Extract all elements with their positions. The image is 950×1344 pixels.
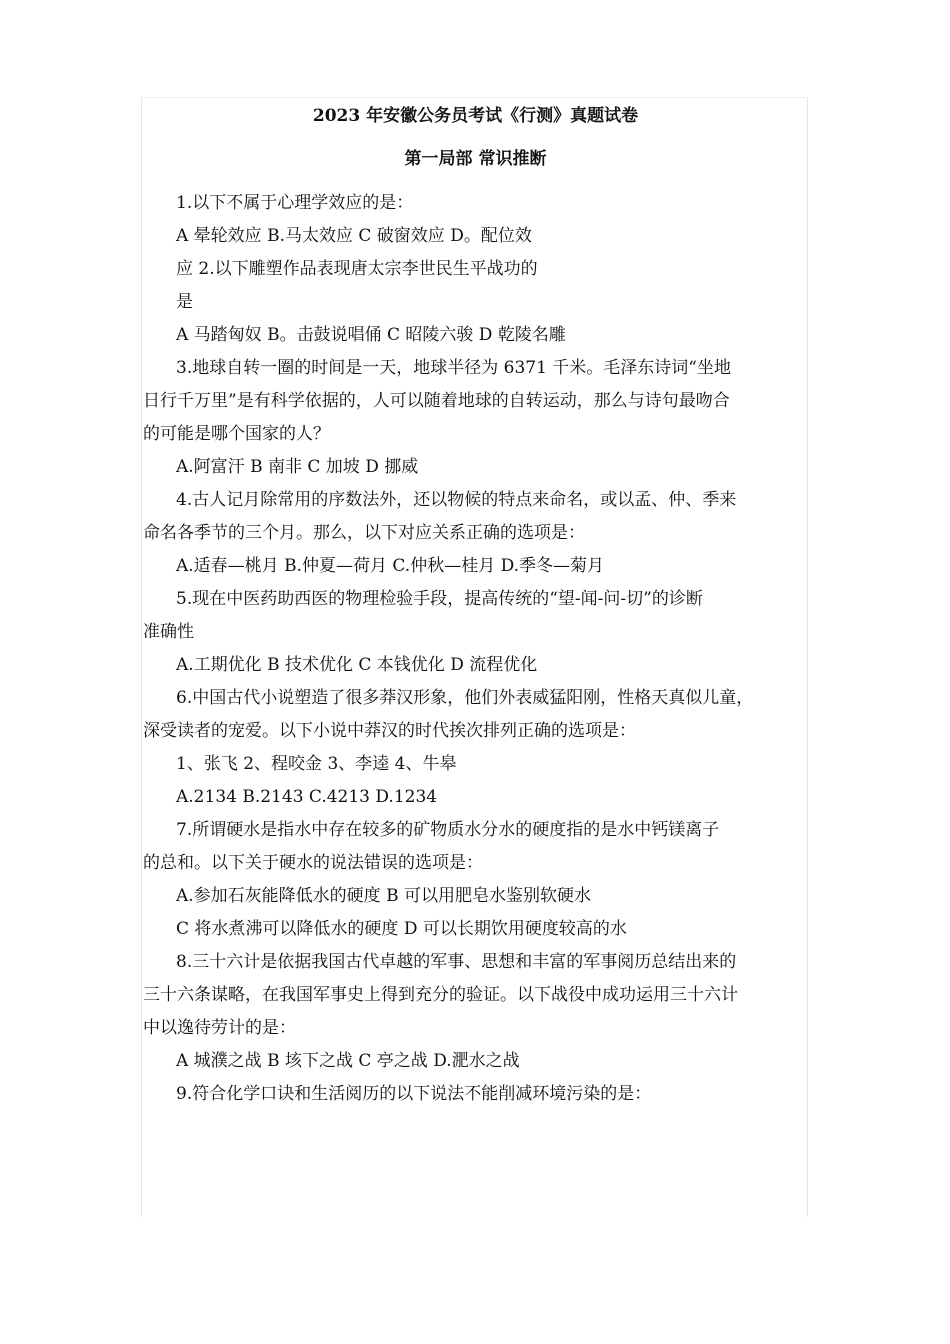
text-line: 8.三十六计是依据我国古代卓越的军事、思想和丰富的军事阅历总结出来的 [176, 952, 737, 972]
text-line: 5.现在中医药助西医的物理检验手段，提高传统的“望-闻-问-切”的诊断 [176, 589, 703, 609]
text-line: 准确性 [143, 622, 194, 642]
text-line: A 晕轮效应 B.马太效应 C 破窗效应 D。配位效 [176, 226, 532, 246]
text-line: 9.符合化学口诀和生活阅历的以下说法不能削减环境污染的是： [176, 1084, 652, 1104]
text-line: 1.以下不属于心理学效应的是： [176, 193, 414, 213]
question-lines [143, 187, 823, 1111]
text-line: A.阿富汗 B 南非 C 加坡 D 挪威 [176, 457, 419, 477]
text-line: 应 2.以下雕塑作品表现唐太宗李世民生平战功的 [176, 259, 538, 279]
text-line: A.工期优化 B 技术优化 C 本钱优化 D 流程优化 [176, 655, 538, 675]
text-line: 的总和。以下关于硬水的说法错误的选项是： [143, 853, 483, 873]
text-line: A.适春—桃月 B.仲夏—荷月 C.仲秋—桂月 D.季冬—菊月 [176, 556, 605, 576]
text-line: 3.地球自转一圈的时间是一天，地球半径为 6371 千米。毛泽东诗词“坐地 [176, 358, 731, 378]
text-line: 日行千万里”是有科学依据的，人可以随着地球的自转运动，那么与诗句最吻合 [143, 391, 730, 411]
text-line: A.参加石灰能降低水的硬度 B 可以用肥皂水鉴别软硬水 [176, 886, 591, 906]
text-line: A.2134 B.2143 C.4213 D.1234 [176, 787, 438, 807]
document-title: 2023 年安徽公务员考试《行测》真题试卷 [312, 106, 639, 126]
text-line: 命名各季节的三个月。那么，以下对应关系正确的选项是： [143, 523, 585, 543]
section-heading: 第一局部 常识推断 [404, 149, 547, 169]
text-line: 7.所谓硬水是指水中存在较多的矿物质水分水的硬度指的是水中钙镁离子 [176, 820, 720, 840]
text-line: C 将水煮沸可以降低水的硬度 D 可以长期饮用硬度较高的水 [176, 919, 627, 939]
text-line: 是 [176, 292, 193, 312]
text-line: A 城濮之战 B 垓下之战 C 亭之战 D.淝水之战 [176, 1051, 520, 1071]
text-line: 深受读者的宠爱。以下小说中莽汉的时代挨次排列正确的选项是： [143, 721, 636, 741]
text-line: 6.中国古代小说塑造了很多莽汉形象，他们外表威猛阳刚，性格天真似儿童， [176, 688, 754, 708]
text-line: 的可能是哪个国家的人？ [143, 424, 330, 444]
text-line: 4.古人记月除常用的序数法外，还以物候的特点来命名，或以孟、仲、季来 [176, 490, 737, 510]
text-line: A 马踏匈奴 B。击鼓说唱俑 C 昭陵六骏 D 乾陵名雕 [176, 325, 566, 345]
text-line: 1、张飞 2、程咬金 3、李逵 4、牛皋 [176, 754, 457, 774]
text-line: 中以逸待劳计的是： [143, 1018, 296, 1038]
text-line: 三十六条谋略，在我国军事史上得到充分的验证。以下战役中成功运用三十六计 [143, 985, 738, 1005]
document-body [143, 97, 823, 1111]
